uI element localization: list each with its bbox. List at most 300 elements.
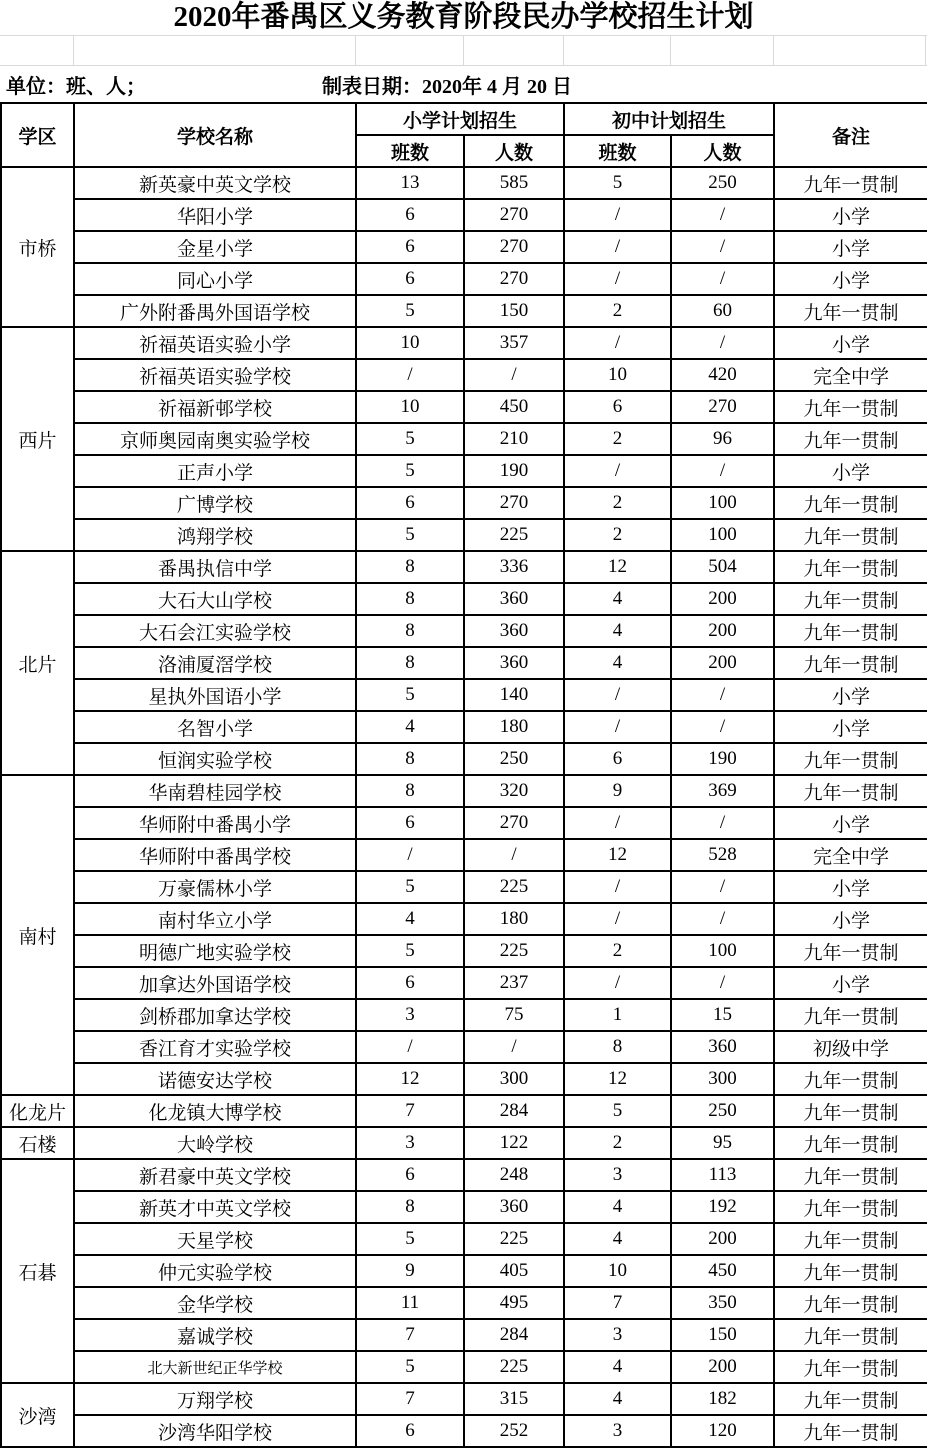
table-row	[1, 359, 927, 391]
junior-classes-cell: 2	[564, 1127, 671, 1159]
primary-students-cell: 190	[464, 455, 564, 487]
junior-classes-cell: /	[564, 903, 671, 935]
gridline	[773, 36, 774, 65]
remark-cell: 九年一贯制	[774, 775, 927, 807]
school-cell: 番禺执信中学	[74, 551, 356, 583]
junior-students-cell: /	[671, 903, 774, 935]
primary-students-cell: 140	[464, 679, 564, 711]
primary-students-cell: 585	[464, 167, 564, 199]
junior-classes-cell: 4	[564, 1351, 671, 1383]
primary-classes-cell: 4	[356, 711, 464, 743]
junior-classes-cell: 5	[564, 1095, 671, 1127]
primary-classes-cell: 8	[356, 775, 464, 807]
junior-classes-cell: 4	[564, 1223, 671, 1255]
district-cell: 沙湾	[1, 1383, 74, 1447]
school-cell: 星执外国语小学	[74, 679, 356, 711]
table-row	[1, 775, 927, 807]
junior-classes-cell: 6	[564, 391, 671, 423]
remark-cell: 完全中学	[774, 839, 927, 871]
header-remark: 备注	[774, 103, 927, 167]
primary-classes-cell: 7	[356, 1319, 464, 1351]
primary-students-cell: 248	[464, 1159, 564, 1191]
school-cell: 大岭学校	[74, 1127, 356, 1159]
table-row	[1, 679, 927, 711]
junior-students-cell: 350	[671, 1287, 774, 1319]
primary-students-cell: 225	[464, 1223, 564, 1255]
primary-classes-cell: 5	[356, 455, 464, 487]
junior-classes-cell: /	[564, 263, 671, 295]
remark-cell: 小学	[774, 199, 927, 231]
table-row	[1, 455, 927, 487]
school-cell: 广外附番禺外国语学校	[74, 295, 356, 327]
table-row	[1, 519, 927, 551]
table-row	[1, 967, 927, 999]
remark-cell: 九年一贯制	[774, 1095, 927, 1127]
junior-classes-cell: 3	[564, 1319, 671, 1351]
school-cell: 新英豪中英文学校	[74, 167, 356, 199]
school-cell: 嘉诚学校	[74, 1319, 356, 1351]
date-label: 制表日期：2020年 4 月 20 日	[322, 75, 572, 98]
primary-students-cell: 284	[464, 1319, 564, 1351]
junior-students-cell: 250	[671, 167, 774, 199]
junior-students-cell: /	[671, 679, 774, 711]
primary-classes-cell: 10	[356, 391, 464, 423]
table-row	[1, 1415, 927, 1447]
remark-cell: 完全中学	[774, 359, 927, 391]
junior-classes-cell: 10	[564, 1255, 671, 1287]
school-cell: 广博学校	[74, 487, 356, 519]
school-cell: 京师奥园南奥实验学校	[74, 423, 356, 455]
primary-students-cell: 180	[464, 711, 564, 743]
school-cell: 正声小学	[74, 455, 356, 487]
remark-cell: 九年一贯制	[774, 743, 927, 775]
primary-students-cell: 320	[464, 775, 564, 807]
primary-classes-cell: /	[356, 1031, 464, 1063]
remark-cell: 小学	[774, 455, 927, 487]
primary-students-cell: 270	[464, 487, 564, 519]
school-cell: 沙湾华阳学校	[74, 1415, 356, 1447]
table-row	[1, 1351, 927, 1383]
primary-students-cell: /	[464, 1031, 564, 1063]
page-title: 2020年番禺区义务教育阶段民办学校招生计划	[0, 0, 927, 36]
school-cell: 明德广地实验学校	[74, 935, 356, 967]
junior-classes-cell: 4	[564, 615, 671, 647]
primary-students-cell: 300	[464, 1063, 564, 1095]
junior-classes-cell: 7	[564, 1287, 671, 1319]
junior-classes-cell: 12	[564, 839, 671, 871]
school-cell: 洛浦厦滘学校	[74, 647, 356, 679]
junior-classes-cell: 4	[564, 1383, 671, 1415]
primary-students-cell: 270	[464, 807, 564, 839]
table-row	[1, 1031, 927, 1063]
junior-students-cell: 369	[671, 775, 774, 807]
junior-students-cell: 200	[671, 615, 774, 647]
table-row	[1, 487, 927, 519]
junior-students-cell: 270	[671, 391, 774, 423]
header-junior-students: 人数	[671, 135, 774, 167]
primary-classes-cell: 3	[356, 999, 464, 1031]
table-row	[1, 583, 927, 615]
table-row	[1, 1095, 927, 1127]
table-row	[1, 839, 927, 871]
district-cell: 北片	[1, 551, 74, 775]
remark-cell: 九年一贯制	[774, 583, 927, 615]
table-row	[1, 423, 927, 455]
primary-classes-cell: 12	[356, 1063, 464, 1095]
junior-classes-cell: 10	[564, 359, 671, 391]
junior-students-cell: 250	[671, 1095, 774, 1127]
primary-classes-cell: 5	[356, 295, 464, 327]
remark-cell: 九年一贯制	[774, 551, 927, 583]
primary-classes-cell: 8	[356, 583, 464, 615]
primary-classes-cell: 9	[356, 1255, 464, 1287]
school-cell: 华师附中番禺学校	[74, 839, 356, 871]
primary-students-cell: 225	[464, 871, 564, 903]
unit-label: 单位：班、人；	[6, 75, 146, 98]
header-row-1	[1, 103, 927, 135]
remark-cell: 九年一贯制	[774, 935, 927, 967]
primary-classes-cell: 5	[356, 935, 464, 967]
primary-students-cell: 225	[464, 519, 564, 551]
junior-classes-cell: 3	[564, 1159, 671, 1191]
school-cell: 同心小学	[74, 263, 356, 295]
primary-classes-cell: 8	[356, 551, 464, 583]
primary-students-cell: 495	[464, 1287, 564, 1319]
table-row	[1, 1159, 927, 1191]
junior-students-cell: /	[671, 967, 774, 999]
junior-students-cell: /	[671, 871, 774, 903]
school-cell: 剑桥郡加拿达学校	[74, 999, 356, 1031]
school-cell: 南村华立小学	[74, 903, 356, 935]
primary-students-cell: 270	[464, 199, 564, 231]
header-district: 学区	[1, 103, 74, 167]
remark-cell: 九年一贯制	[774, 1287, 927, 1319]
junior-students-cell: 120	[671, 1415, 774, 1447]
table-row	[1, 1255, 927, 1287]
remark-cell: 九年一贯制	[774, 1383, 927, 1415]
remark-cell: 小学	[774, 967, 927, 999]
primary-students-cell: 122	[464, 1127, 564, 1159]
remark-cell: 九年一贯制	[774, 1127, 927, 1159]
remark-cell: 九年一贯制	[774, 1255, 927, 1287]
header-primary-students: 人数	[464, 135, 564, 167]
table-row	[1, 1063, 927, 1095]
primary-classes-cell: 6	[356, 231, 464, 263]
district-cell: 南村	[1, 775, 74, 1095]
primary-students-cell: /	[464, 839, 564, 871]
primary-classes-cell: 8	[356, 743, 464, 775]
school-cell: 鸿翔学校	[74, 519, 356, 551]
junior-students-cell: /	[671, 807, 774, 839]
primary-students-cell: 250	[464, 743, 564, 775]
primary-students-cell: 237	[464, 967, 564, 999]
table-row	[1, 391, 927, 423]
junior-students-cell: 100	[671, 519, 774, 551]
primary-students-cell: 225	[464, 935, 564, 967]
header-primary-classes: 班数	[356, 135, 464, 167]
junior-students-cell: 300	[671, 1063, 774, 1095]
primary-classes-cell: 13	[356, 167, 464, 199]
junior-students-cell: 100	[671, 487, 774, 519]
remark-cell: 九年一贯制	[774, 615, 927, 647]
junior-classes-cell: 4	[564, 583, 671, 615]
school-cell: 万豪儒林小学	[74, 871, 356, 903]
junior-students-cell: 190	[671, 743, 774, 775]
remark-cell: 小学	[774, 807, 927, 839]
junior-students-cell: 200	[671, 1351, 774, 1383]
table-row	[1, 903, 927, 935]
table-row	[1, 327, 927, 359]
junior-students-cell: 504	[671, 551, 774, 583]
junior-classes-cell: /	[564, 455, 671, 487]
junior-classes-cell: 5	[564, 167, 671, 199]
remark-cell: 小学	[774, 231, 927, 263]
primary-classes-cell: 6	[356, 1415, 464, 1447]
primary-students-cell: 360	[464, 1191, 564, 1223]
junior-classes-cell: 3	[564, 1415, 671, 1447]
junior-students-cell: 182	[671, 1383, 774, 1415]
remark-cell: 初级中学	[774, 1031, 927, 1063]
primary-students-cell: 315	[464, 1383, 564, 1415]
primary-classes-cell: 5	[356, 1351, 464, 1383]
junior-classes-cell: 8	[564, 1031, 671, 1063]
junior-students-cell: 60	[671, 295, 774, 327]
primary-classes-cell: 8	[356, 615, 464, 647]
junior-students-cell: 420	[671, 359, 774, 391]
primary-students-cell: 360	[464, 647, 564, 679]
junior-classes-cell: 2	[564, 519, 671, 551]
junior-students-cell: /	[671, 327, 774, 359]
remark-cell: 九年一贯制	[774, 167, 927, 199]
header-junior-classes: 班数	[564, 135, 671, 167]
gridline	[670, 36, 671, 65]
primary-students-cell: 270	[464, 263, 564, 295]
primary-classes-cell: 7	[356, 1095, 464, 1127]
primary-students-cell: 150	[464, 295, 564, 327]
district-cell: 西片	[1, 327, 74, 551]
junior-students-cell: 96	[671, 423, 774, 455]
junior-classes-cell: 12	[564, 1063, 671, 1095]
school-cell: 诺德安达学校	[74, 1063, 356, 1095]
primary-students-cell: 252	[464, 1415, 564, 1447]
remark-cell: 小学	[774, 903, 927, 935]
remark-cell: 九年一贯制	[774, 999, 927, 1031]
school-cell: 新君豪中英文学校	[74, 1159, 356, 1191]
junior-students-cell: /	[671, 455, 774, 487]
table-row	[1, 1191, 927, 1223]
table-row	[1, 263, 927, 295]
junior-classes-cell: 2	[564, 935, 671, 967]
school-cell: 新英才中英文学校	[74, 1191, 356, 1223]
primary-classes-cell: 5	[356, 519, 464, 551]
junior-classes-cell: 2	[564, 423, 671, 455]
junior-students-cell: 200	[671, 1223, 774, 1255]
primary-students-cell: /	[464, 359, 564, 391]
table-row	[1, 647, 927, 679]
gridline	[73, 36, 74, 65]
junior-students-cell: 200	[671, 647, 774, 679]
junior-classes-cell: /	[564, 871, 671, 903]
junior-students-cell: 360	[671, 1031, 774, 1063]
junior-classes-cell: /	[564, 231, 671, 263]
junior-classes-cell: 4	[564, 1191, 671, 1223]
table-row	[1, 231, 927, 263]
primary-students-cell: 336	[464, 551, 564, 583]
school-cell: 北大新世纪正华学校	[74, 1351, 356, 1383]
junior-students-cell: 528	[671, 839, 774, 871]
remark-cell: 九年一贯制	[774, 519, 927, 551]
district-cell: 化龙片	[1, 1095, 74, 1127]
junior-students-cell: 113	[671, 1159, 774, 1191]
primary-classes-cell: 5	[356, 423, 464, 455]
school-cell: 大石大山学校	[74, 583, 356, 615]
primary-students-cell: 360	[464, 583, 564, 615]
school-cell: 华南碧桂园学校	[74, 775, 356, 807]
remark-cell: 小学	[774, 327, 927, 359]
junior-classes-cell: /	[564, 711, 671, 743]
gridline	[563, 36, 564, 65]
school-cell: 天星学校	[74, 1223, 356, 1255]
primary-classes-cell: 6	[356, 199, 464, 231]
primary-students-cell: 75	[464, 999, 564, 1031]
table-row	[1, 935, 927, 967]
primary-classes-cell: 3	[356, 1127, 464, 1159]
table-row	[1, 807, 927, 839]
remark-cell: 九年一贯制	[774, 1319, 927, 1351]
primary-students-cell: 405	[464, 1255, 564, 1287]
primary-classes-cell: 6	[356, 807, 464, 839]
district-cell: 石碁	[1, 1159, 74, 1383]
junior-students-cell: /	[671, 231, 774, 263]
school-cell: 金华学校	[74, 1287, 356, 1319]
table-row	[1, 199, 927, 231]
remark-cell: 九年一贯制	[774, 487, 927, 519]
school-cell: 万翔学校	[74, 1383, 356, 1415]
school-cell: 祈福英语实验学校	[74, 359, 356, 391]
school-cell: 大石会江实验学校	[74, 615, 356, 647]
junior-classes-cell: 12	[564, 551, 671, 583]
primary-students-cell: 225	[464, 1351, 564, 1383]
primary-students-cell: 270	[464, 231, 564, 263]
junior-classes-cell: 4	[564, 647, 671, 679]
table-row	[1, 167, 927, 199]
table-row	[1, 1287, 927, 1319]
remark-cell: 九年一贯制	[774, 295, 927, 327]
district-cell: 市桥	[1, 167, 74, 327]
school-cell: 金星小学	[74, 231, 356, 263]
junior-students-cell: 192	[671, 1191, 774, 1223]
header-school-name: 学校名称	[74, 103, 356, 167]
remark-cell: 小学	[774, 263, 927, 295]
primary-classes-cell: 5	[356, 871, 464, 903]
junior-classes-cell: /	[564, 967, 671, 999]
school-cell: 恒润实验学校	[74, 743, 356, 775]
primary-classes-cell: 8	[356, 647, 464, 679]
primary-classes-cell: 10	[356, 327, 464, 359]
remark-cell: 小学	[774, 711, 927, 743]
table-row	[1, 1383, 927, 1415]
junior-students-cell: /	[671, 199, 774, 231]
primary-classes-cell: 6	[356, 967, 464, 999]
primary-students-cell: 180	[464, 903, 564, 935]
remark-cell: 九年一贯制	[774, 391, 927, 423]
table-row	[1, 743, 927, 775]
junior-classes-cell: /	[564, 199, 671, 231]
remark-cell: 九年一贯制	[774, 1351, 927, 1383]
primary-students-cell: 210	[464, 423, 564, 455]
gridline	[925, 36, 926, 65]
remark-cell: 九年一贯制	[774, 1415, 927, 1447]
school-cell: 加拿达外国语学校	[74, 967, 356, 999]
primary-students-cell: 357	[464, 327, 564, 359]
table-row	[1, 295, 927, 327]
school-cell: 香江育才实验学校	[74, 1031, 356, 1063]
primary-classes-cell: 6	[356, 1159, 464, 1191]
gridline	[355, 36, 356, 65]
school-cell: 化龙镇大博学校	[74, 1095, 356, 1127]
remark-cell: 九年一贯制	[774, 423, 927, 455]
junior-students-cell: 150	[671, 1319, 774, 1351]
gridline	[463, 36, 464, 65]
junior-classes-cell: 1	[564, 999, 671, 1031]
table-row	[1, 1127, 927, 1159]
primary-students-cell: 284	[464, 1095, 564, 1127]
primary-classes-cell: /	[356, 839, 464, 871]
remark-cell: 九年一贯制	[774, 647, 927, 679]
table-row	[1, 999, 927, 1031]
junior-students-cell: 15	[671, 999, 774, 1031]
table-row	[1, 1223, 927, 1255]
header-junior-group: 初中计划招生	[564, 103, 774, 135]
meta-row	[0, 66, 927, 102]
school-cell: 华阳小学	[74, 199, 356, 231]
header-primary-group: 小学计划招生	[356, 103, 564, 135]
school-cell: 祈福英语实验小学	[74, 327, 356, 359]
junior-classes-cell: /	[564, 327, 671, 359]
primary-classes-cell: 5	[356, 1223, 464, 1255]
junior-classes-cell: /	[564, 807, 671, 839]
junior-classes-cell: 9	[564, 775, 671, 807]
junior-students-cell: 450	[671, 1255, 774, 1287]
primary-classes-cell: 7	[356, 1383, 464, 1415]
primary-classes-cell: 4	[356, 903, 464, 935]
district-cell: 石楼	[1, 1127, 74, 1159]
school-cell: 仲元实验学校	[74, 1255, 356, 1287]
junior-classes-cell: 2	[564, 295, 671, 327]
primary-students-cell: 360	[464, 615, 564, 647]
remark-cell: 小学	[774, 679, 927, 711]
table-row	[1, 615, 927, 647]
primary-students-cell: 450	[464, 391, 564, 423]
primary-classes-cell: 6	[356, 487, 464, 519]
remark-cell: 九年一贯制	[774, 1191, 927, 1223]
table-row	[1, 551, 927, 583]
spacer-row	[0, 36, 927, 66]
primary-classes-cell: 5	[356, 679, 464, 711]
remark-cell: 九年一贯制	[774, 1223, 927, 1255]
enrollment-table	[0, 102, 927, 1448]
school-cell: 名智小学	[74, 711, 356, 743]
primary-classes-cell: /	[356, 359, 464, 391]
school-cell: 祈福新邨学校	[74, 391, 356, 423]
remark-cell: 九年一贯制	[774, 1063, 927, 1095]
remark-cell: 小学	[774, 871, 927, 903]
junior-students-cell: 100	[671, 935, 774, 967]
remark-cell: 九年一贯制	[774, 1159, 927, 1191]
primary-classes-cell: 6	[356, 263, 464, 295]
junior-students-cell: /	[671, 263, 774, 295]
junior-students-cell: 95	[671, 1127, 774, 1159]
